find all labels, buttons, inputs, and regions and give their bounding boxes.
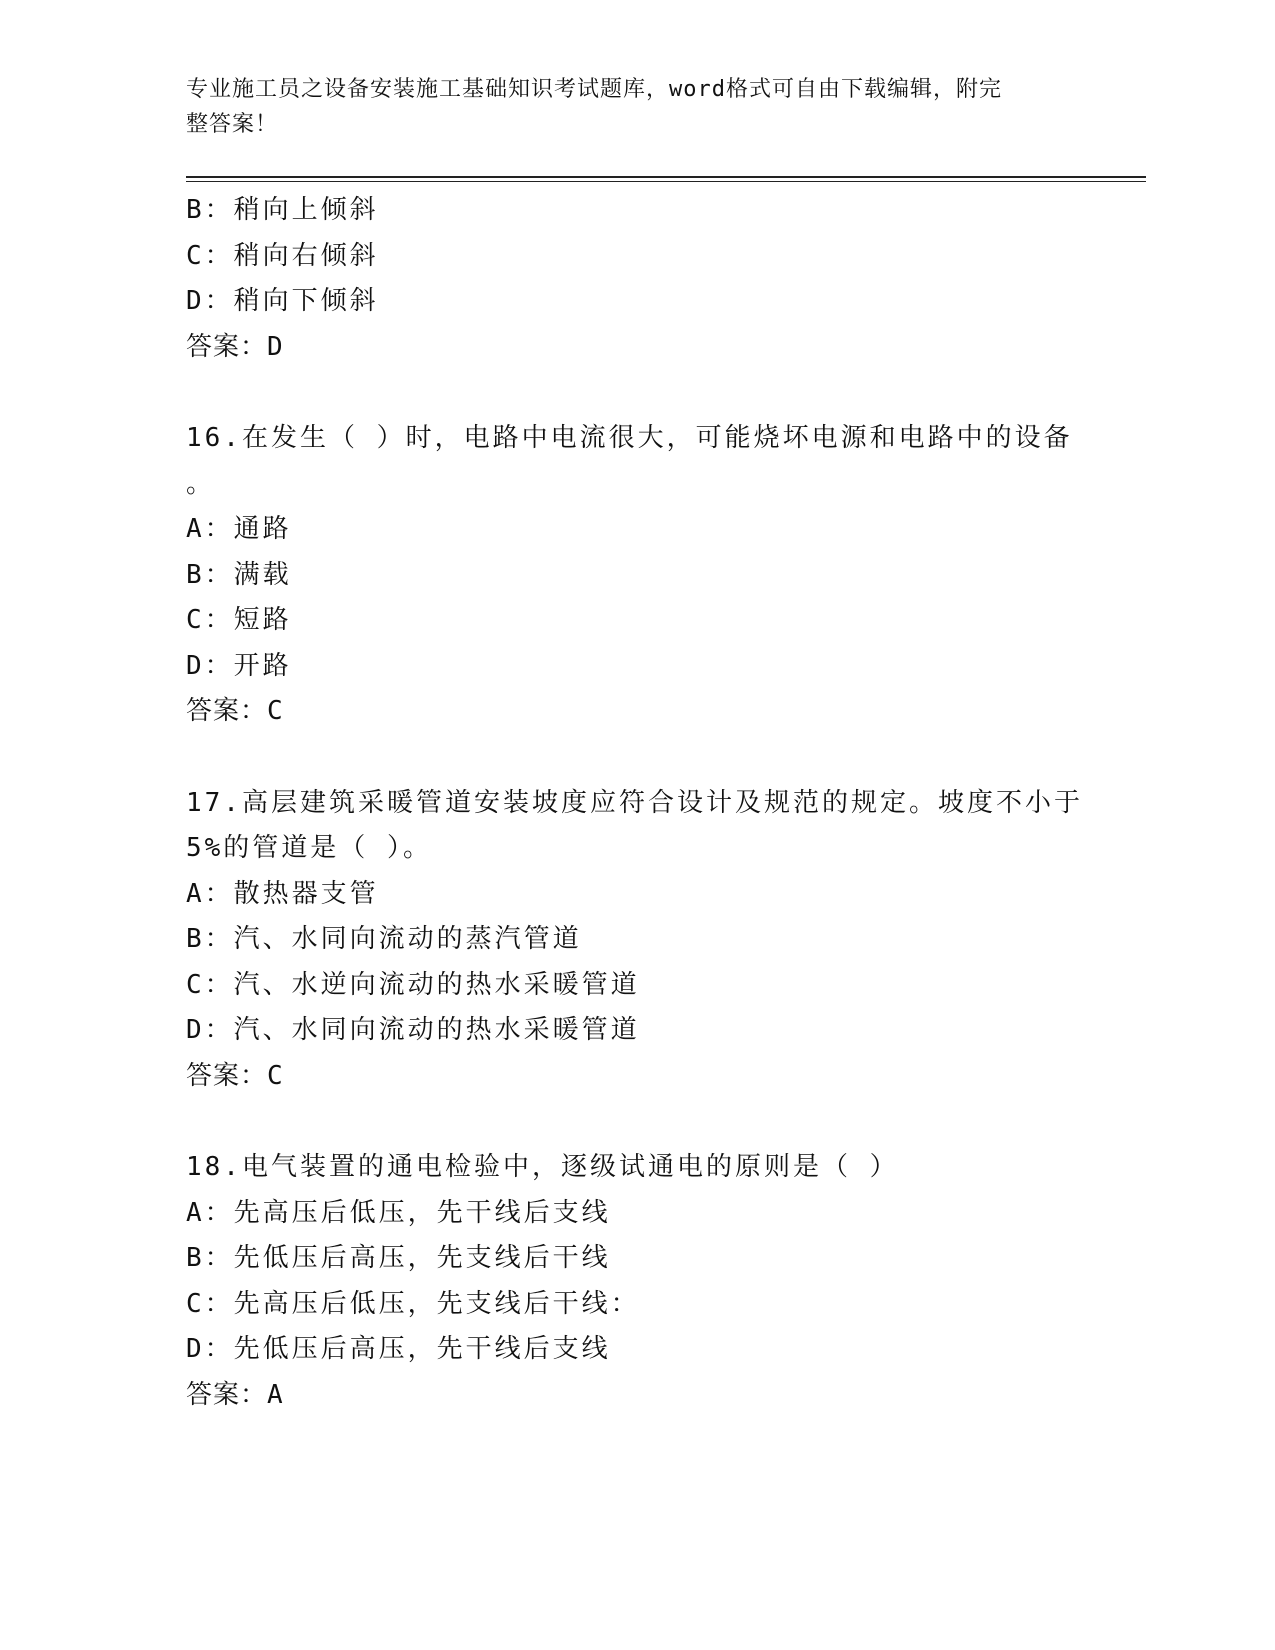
question-stem: 17.高层建筑采暖管道安装坡度应符合设计及规范的规定。坡度不小于 — [186, 787, 1083, 818]
answer-line: 答案：C — [186, 696, 284, 726]
option-b: B：汽、水同向流动的蒸汽管道 — [186, 924, 582, 954]
question-16 — [186, 416, 1086, 735]
option-c: C：短路 — [186, 605, 292, 635]
header-title-line-2: 整答案！ — [186, 112, 279, 137]
option-a: A：先高压后低压，先干线后支线 — [186, 1197, 611, 1228]
spacer — [186, 370, 1086, 416]
question-stem: 18.电气装置的通电检验中，逐级试通电的原则是（ ） — [186, 1152, 899, 1182]
document-header — [186, 72, 1066, 142]
question-17 — [186, 781, 1086, 1100]
answer-line: 答案：C — [186, 1060, 284, 1091]
spacer — [186, 1099, 1086, 1145]
option-c: C：稍向右倾斜 — [186, 240, 379, 271]
option-b: B：先低压后高压，先支线后干线 — [186, 1243, 611, 1273]
answer-line: 答案：D — [186, 331, 284, 362]
option-d: D：先低压后高压，先干线后支线 — [186, 1334, 611, 1364]
spacer — [186, 735, 1086, 781]
option-b: B：稍向上倾斜 — [186, 195, 379, 225]
header-title-line-1: 专业施工员之设备安装施工基础知识考试题库，word格式可自由下载编辑，附完 — [186, 77, 1002, 102]
header-divider-thin — [186, 181, 1146, 182]
option-c: C：汽、水逆向流动的热水采暖管道 — [186, 969, 640, 1000]
option-a: A：散热器支管 — [186, 878, 379, 909]
option-d: D：汽、水同向流动的热水采暖管道 — [186, 1015, 640, 1045]
answer-line: 答案：A — [186, 1379, 284, 1410]
question-stem-continued: 。 — [186, 468, 216, 499]
question-stem: 16.在发生（ ）时，电路中电流很大，可能烧坏电源和电路中的设备 — [186, 423, 1073, 453]
option-a: A：通路 — [186, 514, 292, 544]
question-stem-continued: 5%的管道是（ ）。 — [186, 833, 432, 863]
question-15-tail — [186, 188, 1086, 370]
option-d: D：开路 — [186, 650, 292, 681]
question-18 — [186, 1145, 1086, 1418]
question-list — [186, 188, 1086, 1418]
option-b: B：满载 — [186, 559, 292, 590]
option-c: C：先高压后低压，先支线后干线： — [186, 1288, 640, 1319]
header-divider-thick — [186, 176, 1146, 178]
option-d: D：稍向下倾斜 — [186, 286, 379, 316]
